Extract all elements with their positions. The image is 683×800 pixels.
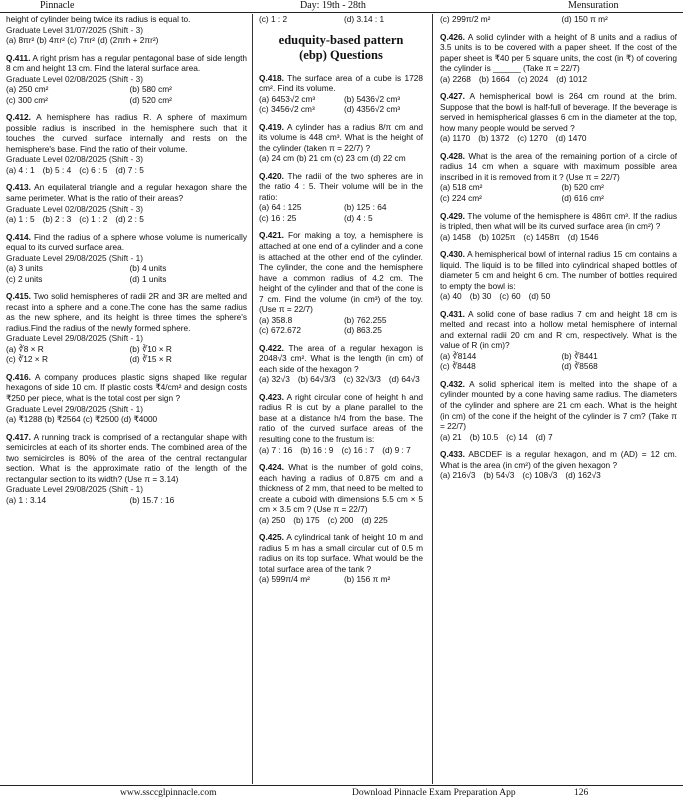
question — [6, 291, 247, 365]
option: (a) 216√3 — [440, 470, 476, 481]
options — [6, 84, 247, 105]
question-number: Q.422. — [259, 342, 284, 353]
question-text — [440, 379, 677, 432]
option: (d) 9 : 7 — [382, 444, 411, 455]
option: (a) 7 : 16 — [259, 444, 293, 455]
option: (b) 15.7 : 16 — [129, 494, 175, 505]
option: (b) 4 units — [129, 263, 167, 274]
question-number: Q.428. — [440, 150, 465, 161]
options — [6, 214, 247, 225]
option: (c) 224 cm² — [440, 192, 482, 203]
option: (c) ∛8448 — [440, 361, 476, 372]
option: (b) 762.255 — [344, 314, 387, 325]
question-continuation — [440, 14, 677, 25]
question-body: What is the number of gold coins, each having a radius of 0.875 cm and a thickness of 2 mm, that need to be melted to create a cuboid with dimensions 5.5 cm × 5 cm × 3.5 cm ? (Use π = 22/7) — [259, 462, 423, 515]
option: (b) 1025π — [478, 231, 516, 242]
option: (b) 64√3/3 — [297, 374, 336, 385]
question-number: Q.430. — [440, 249, 465, 260]
options — [259, 202, 423, 223]
option: (a) 21 — [440, 431, 462, 442]
option: (a) 358.8 — [259, 314, 293, 325]
option: (a) 250 — [259, 514, 286, 525]
option: (c) 1 : 2 — [79, 214, 108, 225]
option: (b) 1372 — [478, 133, 510, 144]
option: (d) 150 π m² — [561, 14, 608, 24]
question-number: Q.415. — [6, 291, 31, 302]
option: (b) 16 : 9 — [300, 444, 334, 455]
question-text — [259, 343, 423, 375]
question — [6, 112, 247, 175]
question — [259, 122, 423, 164]
option: (d) 2 : 5 — [115, 214, 144, 225]
footer-website: www.ssccglpinnacle.com — [120, 788, 217, 798]
question-number: Q.419. — [259, 121, 284, 132]
question-body: A hemisphere has radius R. A sphere of maximum possible radius is inscribed in the hemisphere such that it touches the curved surface internally and rests on the hemisphere's base. Find the ratio of their volume. — [6, 112, 247, 154]
question-text — [259, 73, 423, 94]
option: (d) 4356√2 cm³ — [344, 104, 401, 115]
question-body: A running track is comprised of a rectangular shape with semicircles at each of its shorter ends. The combined area of the two semicircles is 80% of the area of the central rectangular section. What is the approximate ratio of the length of the rectangular section to its width? (Use π = 3.14) — [6, 431, 247, 484]
question — [6, 232, 247, 285]
exam-source: Graduate Level 29/08/2025 (Shift - 1) — [6, 403, 143, 414]
option: (a) 32√3 — [259, 374, 290, 385]
option: (d) ∛15 × R — [129, 354, 172, 365]
question-body: For making a toy, a hemisphere is attached at one end of a cylinder and a cone is attached at the other end of the cylinder. The cylinder, the cone and the hemisphere have a common radius of 4.2 cm. The height of the cylinder and that of the cone is 7 cm. Find the volume (in cm³) of the toy. (Use π = 22/7) — [259, 230, 423, 315]
options — [259, 94, 423, 115]
question-text — [259, 230, 423, 314]
question-body: A hemispherical bowl is 264 cm round at the brim. Suppose that the bowl is half-full of beverage. If the beverage is served in hemispherical glasses 6 cm in the diameter at the top, how many people would be served ? — [440, 91, 677, 133]
option: (b) 54√3 — [483, 470, 515, 481]
option: (d) 4 : 5 — [344, 212, 373, 223]
question-number: Q.426. — [440, 31, 465, 42]
options — [259, 315, 423, 336]
question-number: Q.425. — [259, 532, 284, 543]
option: (d) 225 — [361, 514, 388, 525]
option: (a) 64 : 125 — [259, 202, 302, 213]
banner-line-2: (ebp) Questions — [299, 47, 383, 62]
option: (a) 1458 — [440, 231, 471, 242]
question-continuation — [259, 14, 423, 25]
question-number: Q.431. — [440, 308, 465, 319]
question-number: Q.418. — [259, 72, 284, 83]
question-number: Q.417. — [6, 431, 31, 442]
question-text — [6, 291, 247, 333]
option: (d) 1470 — [555, 133, 587, 144]
option: (b) 175 — [293, 514, 320, 525]
question-body: A right prism has a regular pentagonal base of side length 8 cm and height 13 cm. Find the lateral surface area. — [6, 52, 247, 74]
question-number: Q.423. — [259, 391, 284, 402]
option: (b) 125 : 64 — [344, 202, 387, 213]
question-text — [440, 211, 677, 232]
question-body: The volume of the hemisphere is 486π cm³. If the radius is tripled, then what will be its curved surface area (in cm²) ? — [440, 210, 677, 232]
option: (b) 5 : 4 — [42, 164, 72, 175]
options — [440, 291, 677, 302]
question — [6, 53, 247, 106]
question-text — [259, 122, 423, 154]
question — [259, 73, 423, 115]
question-number: Q.411. — [6, 52, 31, 63]
option: (a) 8πr² (b) 4πr² (c) 7πr² (d) (2πrh + 2πr²) — [6, 35, 159, 46]
question-number: Q.424. — [259, 462, 284, 473]
question-text — [440, 309, 677, 351]
question — [259, 392, 423, 455]
options — [6, 165, 247, 176]
options — [440, 133, 677, 144]
question-text — [259, 171, 423, 203]
exam-source: Graduate Level 29/08/2025 (Shift - 1) — [6, 333, 143, 344]
question-body: Two solid hemispheres of radii 2R and 3R are melted and recast into a sphere and a cone.The cone has the same radius as the new sphere, and its height is three times the sphere's radius.Find the radius of the newly formed sphere. — [6, 291, 247, 333]
option: (d) 162√3 — [565, 470, 601, 481]
option: (c) 16 : 7 — [341, 444, 375, 455]
question — [440, 249, 677, 302]
banner-line-1: eduquity-based pattern — [278, 32, 404, 47]
option: (b) 5436√2 cm³ — [344, 93, 401, 104]
options — [6, 344, 247, 365]
question — [259, 343, 423, 385]
options — [440, 14, 677, 25]
header-day-range: Day: 19th - 28th — [300, 0, 366, 11]
option: (a) 6453√2 cm³ — [259, 93, 316, 104]
exam-source: Graduate Level 31/07/2025 (Shift - 3) — [6, 24, 143, 35]
question-body: A hemispherical bowl of internal radius 15 cm contains a liquid. The liquid is to be filled into cylindrical shaped bottles of diameter 5 cm and height 6 cm. The number of bottles required to empty the bowl is: — [440, 249, 677, 291]
question — [6, 182, 247, 224]
option: (b) ∛8441 — [561, 350, 598, 361]
question — [259, 230, 423, 335]
options — [440, 470, 677, 481]
question-text — [6, 372, 247, 404]
options — [259, 374, 423, 385]
question-body: The surface area of a cube is 1728 cm². Find its volume. — [259, 72, 423, 94]
option: (d) 616 cm² — [561, 192, 604, 203]
page-header — [0, 0, 683, 13]
options — [259, 14, 423, 25]
question-text — [6, 14, 247, 25]
options — [440, 182, 677, 203]
exam-source: Graduate Level 02/08/2025 (Shift - 3) — [6, 203, 143, 214]
question — [440, 309, 677, 372]
question — [6, 432, 247, 506]
option: (c) 3456√2 cm³ — [259, 104, 315, 115]
option: (c) 108√3 — [522, 470, 558, 481]
option: (d) 1 units — [129, 273, 167, 284]
option: (c) 1270 — [517, 133, 548, 144]
question-text — [440, 449, 677, 470]
option: (b) 1664 — [478, 73, 510, 84]
option: (d) 520 cm² — [129, 94, 172, 105]
options — [259, 445, 423, 456]
column-right — [440, 14, 677, 784]
option: (a) ₹1288 (b) ₹2564 (c) ₹2500 (d) ₹4000 — [6, 414, 158, 425]
question-body: A solid cone of base radius 7 cm and height 18 cm is melted and recast into a hollow metal hemisphere of internal and external radii 20 cm and R cm, respectively. What is the value of R (in cm)? — [440, 308, 677, 351]
options — [440, 74, 677, 85]
question-continuation — [6, 14, 247, 46]
question-body: A cylindrical tank of height 10 m and radius 5 m has a small circular cut of 0.5 m radius on its top surface. What would be the total surface area of the tank ? — [259, 532, 423, 574]
option: (c) 2024 — [517, 73, 549, 84]
header-topic: Mensuration — [568, 0, 619, 11]
question — [259, 462, 423, 525]
option: (b) 580 cm² — [129, 84, 172, 95]
option: (d) 3.14 : 1 — [344, 14, 385, 24]
column-divider — [252, 14, 253, 784]
question-body: A cylinder has a radius 8/π cm and its volume is 448 cm³. What is the height of the cylinder (taken π = 22/7) ? — [259, 121, 423, 153]
question-text — [259, 532, 423, 574]
page-footer — [0, 785, 683, 800]
question — [440, 449, 677, 481]
option: (a) 1 : 3.14 — [6, 494, 47, 505]
option: (c) 16 : 25 — [259, 212, 297, 223]
option: (d) 7 : 5 — [115, 164, 144, 175]
option: (d) 1012 — [556, 73, 588, 84]
option: (b) 2 : 3 — [42, 214, 72, 225]
question-text — [6, 112, 247, 154]
question — [440, 211, 677, 243]
option: (c) 6 : 5 — [79, 164, 108, 175]
question-body: A company produces plastic signs shaped like regular hexagons of side 10 cm. If plastic costs ₹4/cm² and design costs ₹250 per piece, what is the total cost per sign ? — [6, 371, 247, 403]
question — [259, 171, 423, 224]
option: (a) ∛8144 — [440, 350, 477, 361]
option: (c) 672.672 — [259, 325, 301, 336]
question-text — [6, 432, 247, 485]
option: (a) 250 cm² — [6, 84, 49, 95]
options — [440, 432, 677, 443]
option: (c) 300 cm² — [6, 94, 48, 105]
options — [259, 574, 423, 585]
options — [6, 263, 247, 284]
options — [259, 153, 423, 164]
question-body: A solid cylinder with a height of 8 units and a radius of 3.5 units is to be covered with a paper sheet. If the cost of the paper sheet is ₹40 per 5 square units, the cost (in ₹) of covering the cylinder is ______ (Take π = 22/7) — [440, 31, 677, 74]
question-text — [259, 462, 423, 515]
option: (a) 24 cm (b) 21 cm (c) 23 cm (d) 22 cm — [259, 153, 406, 164]
options — [440, 351, 677, 372]
question-number: Q.433. — [440, 449, 465, 460]
question-text — [6, 232, 247, 253]
option: (b) 10.5 — [469, 431, 499, 442]
option: (b) 30 — [469, 291, 492, 302]
section-banner — [259, 33, 423, 63]
option: (c) 2 units — [6, 273, 43, 284]
question-number: Q.421. — [259, 230, 284, 241]
exam-source: Graduate Level 02/08/2025 (Shift - 3) — [6, 154, 143, 165]
option: (c) 14 — [506, 431, 528, 442]
question-text — [440, 91, 677, 133]
question-text — [440, 151, 677, 183]
option: (d) 1546 — [567, 231, 599, 242]
footer-app-promo: Download Pinnacle Exam Preparation App — [352, 788, 516, 798]
option: (a) ∛8 × R — [6, 343, 44, 354]
option: (c) ∛12 × R — [6, 354, 48, 365]
option: (c) 299π/2 m² — [440, 14, 491, 24]
option: (b) ∛10 × R — [129, 343, 172, 354]
question-text — [6, 53, 247, 74]
question-body: What is the area of the remaining portion of a circle of radius 14 cm when a square with maximum possible area inscribed in it is removed from it ? (Use π = 22/7) — [440, 150, 677, 182]
option: (d) 50 — [528, 291, 551, 302]
exam-source: Graduate Level 02/08/2025 (Shift - 3) — [6, 73, 143, 84]
question-body: A right circular cone of height h and radius R is cut by a plane parallel to the base at a distance h/4 from the base. The ratio of the curved surface areas of the resulting cone to the frustum is: — [259, 391, 423, 444]
exam-source: Graduate Level 29/08/2025 (Shift - 1) — [6, 252, 143, 263]
question-body: An equilateral triangle and a regular hexagon share the same perimeter. What is the ratio of their areas? — [6, 182, 247, 203]
question — [440, 32, 677, 85]
option: (c) 1458π — [523, 231, 560, 242]
question-body: The area of a regular hexagon is 2048√3 cm². What is the length (in cm) of each side of the hexagon ? — [259, 342, 423, 374]
column-divider — [432, 14, 433, 784]
option: (c) 200 — [327, 514, 354, 525]
question — [440, 151, 677, 204]
question-body: A solid spherical item is melted into the shape of a cylinder mounted by a cone having same radius. The diameters of the cylinder and sphere are 21 cm each. What is the height (in cm) of the cone if the height of the cylinder is 7 cm? (Take π = 22/7) — [440, 378, 677, 432]
question — [259, 532, 423, 585]
option: (c) 60 — [499, 291, 521, 302]
option: (b) 520 cm² — [561, 182, 604, 193]
option: (d) ∛8568 — [561, 361, 598, 372]
question — [440, 379, 677, 442]
option: (a) 40 — [440, 291, 462, 302]
option: (d) 863.25 — [344, 325, 382, 336]
question — [440, 91, 677, 144]
header-brand: Pinnacle — [40, 0, 75, 11]
question-body: The radii of the two spheres are in the ratio 4 : 5. Their volume will be in the ratio: — [259, 170, 423, 202]
question-body: height of cylinder being twice its radius is equal to. — [6, 14, 191, 24]
option: (a) 2268 — [440, 73, 471, 84]
question-number: Q.413. — [6, 182, 31, 193]
option: (b) 156 π m² — [344, 574, 391, 585]
question-number: Q.412. — [6, 112, 31, 123]
question-number: Q.416. — [6, 371, 31, 382]
column-left — [6, 14, 247, 784]
question-text — [440, 32, 677, 74]
question — [6, 372, 247, 425]
question-number: Q.420. — [259, 170, 284, 181]
question-text — [440, 249, 677, 291]
exam-source: Graduate Level 29/08/2025 (Shift - 1) — [6, 484, 143, 495]
column-middle — [259, 14, 423, 784]
option: (c) 32√3/3 — [343, 374, 381, 385]
question-number: Q.429. — [440, 210, 465, 221]
question-body: Find the radius of a sphere whose volume is numerically equal to its curved surface area. — [6, 231, 247, 253]
option: (a) 1 : 5 — [6, 214, 35, 225]
question-number: Q.414. — [6, 231, 31, 242]
option: (a) 3 units — [6, 263, 43, 274]
question-text — [259, 392, 423, 445]
question-number: Q.432. — [440, 378, 465, 389]
page-number: 126 — [574, 788, 589, 798]
option: (a) 1170 — [440, 133, 471, 144]
option: (a) 518 cm² — [440, 182, 483, 193]
options — [6, 495, 247, 506]
question-body: ABCDEF is a regular hexagon, and m (AD) = 12 cm. What is the area (in cm²) of the given hexagon ? — [440, 449, 677, 470]
option: (a) 599π/4 m² — [259, 574, 310, 585]
option: (d) 7 — [535, 431, 553, 442]
option: (a) 4 : 1 — [6, 164, 35, 175]
option: (c) 1 : 2 — [259, 14, 288, 24]
options — [6, 35, 247, 46]
question-text — [6, 182, 247, 203]
options — [440, 232, 677, 243]
option: (d) 64√3 — [388, 374, 420, 385]
options — [259, 515, 423, 526]
question-number: Q.427. — [440, 91, 465, 102]
options — [6, 414, 247, 425]
